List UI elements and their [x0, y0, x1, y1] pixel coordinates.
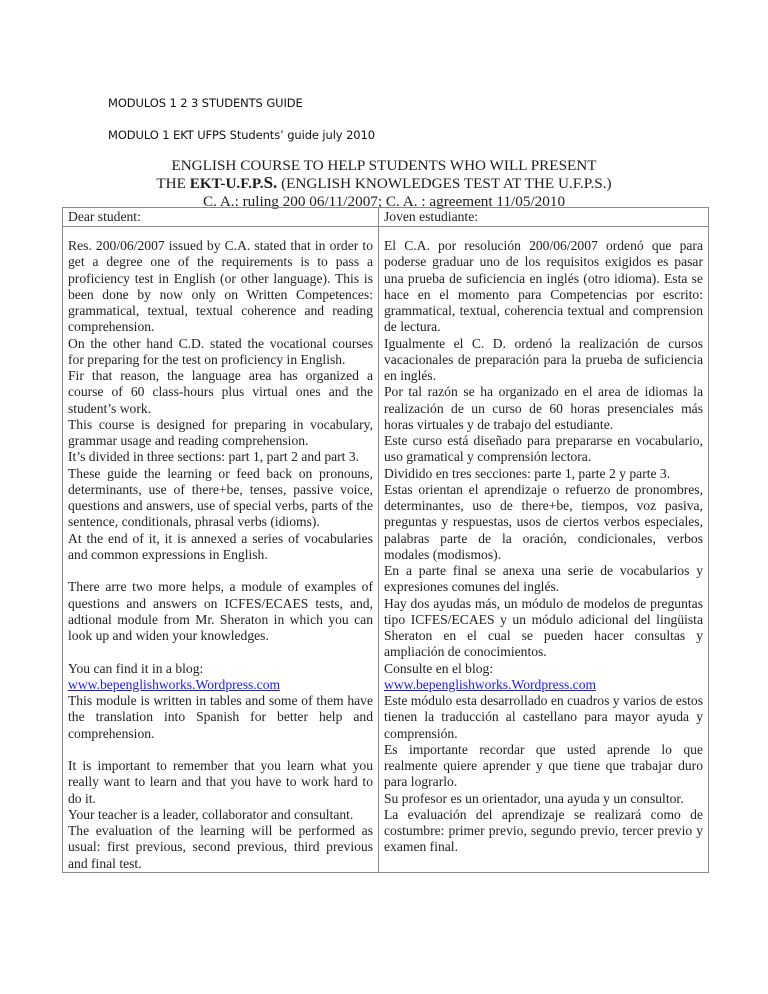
english-paragraph: It’s divided in three sections: part 1, part 2 and part 3.	[68, 449, 360, 465]
spanish-paragraph: Este módulo esta desarrollado en cuadros y varios de estos tienen la traducción al castellano para mayor ayuda y comprensión.	[384, 693, 703, 741]
english-paragraph: The evaluation of the learning will be performed as usual: first previous, second previous, third previous and final test.	[68, 823, 373, 871]
english-paragraph: This module is written in tables and some of them have the translation into Spanish for better help and comprehension.	[68, 693, 373, 741]
course-title-block	[0, 157, 768, 210]
spanish-column	[379, 227, 709, 873]
english-paragraph: Your teacher is a leader, collaborator and consultant.	[68, 806, 354, 822]
english-paragraph: You can find it in a blog:	[68, 660, 204, 676]
english-paragraph: This course is designed for preparing in vocabulary, grammar usage and reading comprehension.	[68, 416, 373, 448]
spanish-paragraph: Su profesor es un orientador, una ayuda y un consultor.	[384, 790, 684, 806]
table-body-row	[63, 227, 709, 873]
english-paragraph: Res. 200/06/2007 issued by C.A. stated that in order to get a degree one of the requirements is to pass a proficiency test in English (or other language). This is been done by now only on Written Competences: grammatical, textual, textual coherence and reading comprehension.	[68, 238, 373, 335]
document-header-title: MODULOS 1 2 3 STUDENTS GUIDE	[108, 96, 303, 110]
spanish-paragraph: Estas orientan el aprendizaje o refuerzo de pronombres, determinantes, uso de there+be, tiempos, voz pasiva, preguntas y respuestas, usos de ciertos verbos especiales, palabras parte de la oración, condicionales, verbos modales (modismos).	[384, 481, 703, 562]
spanish-paragraph: Dividido en tres secciones: parte 1, parte 2 y parte 3.	[384, 465, 671, 481]
course-title-suffix: (ENGLISH KNOWLEDGES TEST AT THE U.F.P.S.)	[277, 175, 612, 193]
document-header-subtitle: MODULO 1 EKT UFPS Students’ guide july 2010	[108, 128, 375, 142]
course-title-acronym	[190, 175, 278, 192]
english-paragraph: On the other hand C.D. stated the vocational courses for preparing for the test on proficiency in English.	[68, 335, 373, 367]
course-title-line-3: C. A.: ruling 200 06/11/2007; C. A. : agreement 11/05/2010	[202, 192, 566, 210]
bilingual-guide-table	[62, 207, 709, 873]
spanish-blog-link[interactable]: www.bepenglishworks.Wordpress.com	[384, 676, 597, 692]
english-paragraph: It is important to remember that you learn what you really want to learn and that you have to work hard to do it.	[68, 758, 373, 806]
english-heading-cell	[63, 208, 379, 227]
english-column	[63, 227, 379, 873]
spanish-greeting: Joven estudiante:	[384, 209, 479, 224]
course-title-line-2	[0, 174, 768, 192]
english-paragraph: There arre two more helps, a module of examples of questions and answers on ICFES/ECAES tests, and, adtional module from Mr. Sheraton in which you can look up and widen your knowledges.	[68, 579, 373, 643]
course-title-acronym-a: EKT-U.F.P.	[189, 175, 264, 193]
table-header-row	[63, 208, 709, 227]
spanish-paragraph: Por tal razón se ha organizado en el area de idiomas la realización de un curso de 60 horas presenciales más horas virtuales y de trabajo del estudiante.	[384, 384, 703, 432]
spanish-paragraph: Hay dos ayudas más, un módulo de modelos de preguntas tipo ICFES/ECAES y un módulo adicional del lingüista Sheraton en el cual se pueden hacer consultas y ampliación de conocimientos.	[384, 595, 703, 660]
spanish-paragraph: Consulte en el blog:	[384, 660, 494, 676]
english-paragraph: Fir that reason, the language area has organized a course of 60 class-hours plus virtual ones and the student’s work.	[68, 368, 373, 416]
spanish-paragraph: La evaluación del aprendizaje se realizará como de costumbre: primer previo, segundo previo, tercer previo y examen final.	[384, 806, 703, 855]
spanish-paragraph: Es importante recordar que usted aprende lo que realmente quiere aprender y que tiene que trabajar duro para lograrlo.	[384, 741, 703, 790]
course-title-prefix: THE	[156, 175, 190, 193]
course-title-acronym-b: S.	[263, 173, 278, 193]
spanish-heading-cell	[379, 208, 709, 227]
course-title-line-1: ENGLISH COURSE TO HELP STUDENTS WHO WILL PRESENT	[171, 157, 597, 174]
english-greeting: Dear student:	[68, 209, 141, 224]
spanish-paragraph: En a parte final se anexa una serie de vocabularios y expresiones comunes del inglés.	[384, 563, 703, 595]
spanish-paragraph: Igualmente el C. D. ordenó la realización de cursos vacacionales de preparación para la prueba de suficiencia en inglés.	[384, 335, 703, 383]
spanish-paragraph: Este curso está diseñado para prepararse en vocabulario, uso gramatical y comprensión lectora.	[384, 433, 703, 465]
spanish-paragraph: El C.A. por resolución 200/06/2007 ordenó que para poderse graduar uno de los requisitos exigidos es pasar una prueba de suficiencia en inglés (otro idioma). Esta se hace en el momento para Competencias por escrito: grammatical, textual, coherencia textual and comprension de lectura.	[384, 238, 703, 335]
english-blog-link[interactable]: www.bepenglishworks.Wordpress.com	[68, 676, 281, 692]
english-paragraph: These guide the learning or feed back on pronouns, determinants, use of there+be, tenses, passive voice, questions and answers, use of special verbs, parts of the sentence, conditionals, phrasal verbs (idioms).	[68, 465, 373, 530]
english-paragraph: At the end of it, it is annexed a series of vocabularies and common expressions in English.	[68, 530, 373, 562]
